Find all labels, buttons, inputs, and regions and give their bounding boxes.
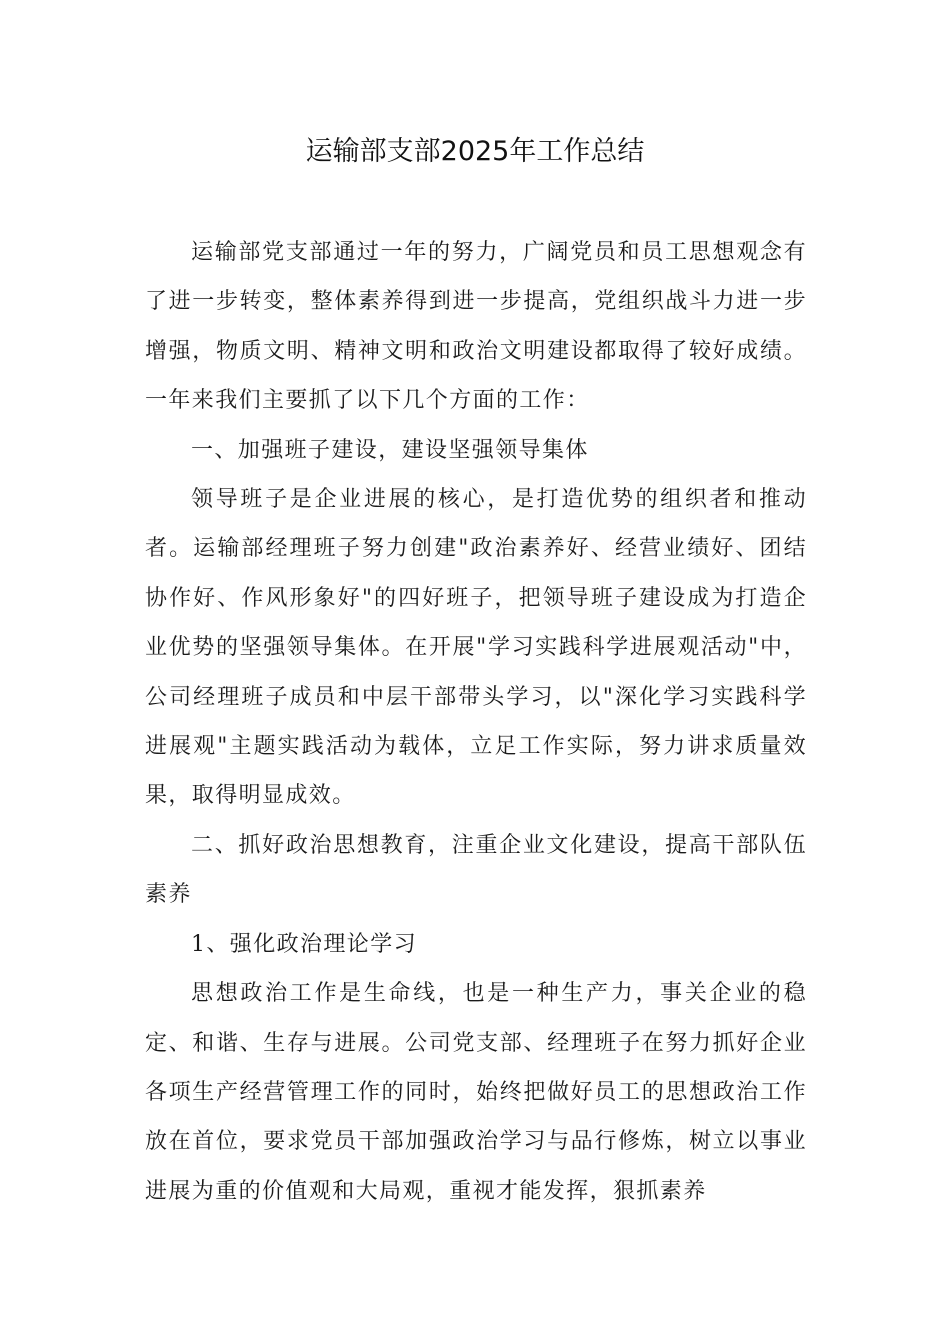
document-title: 运输部支部2025年工作总结 [305,136,645,167]
document-body [145,228,807,1216]
section-heading-2: 二、抓好政治思想教育，注重企业文化建设，提高干部队伍素养 [145,832,807,908]
section-1-paragraph: 领导班子是企业进展的核心，是打造优势的组织者和推动者。运输部经理班子努力创建"政治素养好、经营业绩好、团结协作好、作风形象好"的四好班子，把领导班子建设成为打造企业优势的坚强领导集体。在开展"学习实践科学进展观活动"中，公司经理班子成员和中层干部带头学习，以"深化学习实践科学进展观"主题实践活动为载体，立足工作实际，努力讲求质量效果，取得明显成效。 [145,487,807,809]
subsection-1-paragraph: 思想政治工作是生命线，也是一种生产力，事关企业的稳定、和谐、生存与进展。公司党支部、经理班子在努力抓好企业各项生产经营管理工作的同时，始终把做好员工的思想政治工作放在首位，要求党员干部加强政治学习与品行修炼，树立以事业进展为重的价值观和大局观，重视才能发挥，狠抓素养 [145,981,807,1204]
subsection-heading-1: 1、强化政治理论学习 [191,931,417,957]
section-heading-1: 一、加强班子建设，建设坚强领导集体 [191,437,589,463]
intro-paragraph: 运输部党支部通过一年的努力，广阔党员和员工思想观念有了进一步转变，整体素养得到进一步提高，党组织战斗力进一步增强，物质文明、精神文明和政治文明建设都取得了较好成绩。一年来我们主要抓了以下几个方面的工作： [145,240,807,414]
